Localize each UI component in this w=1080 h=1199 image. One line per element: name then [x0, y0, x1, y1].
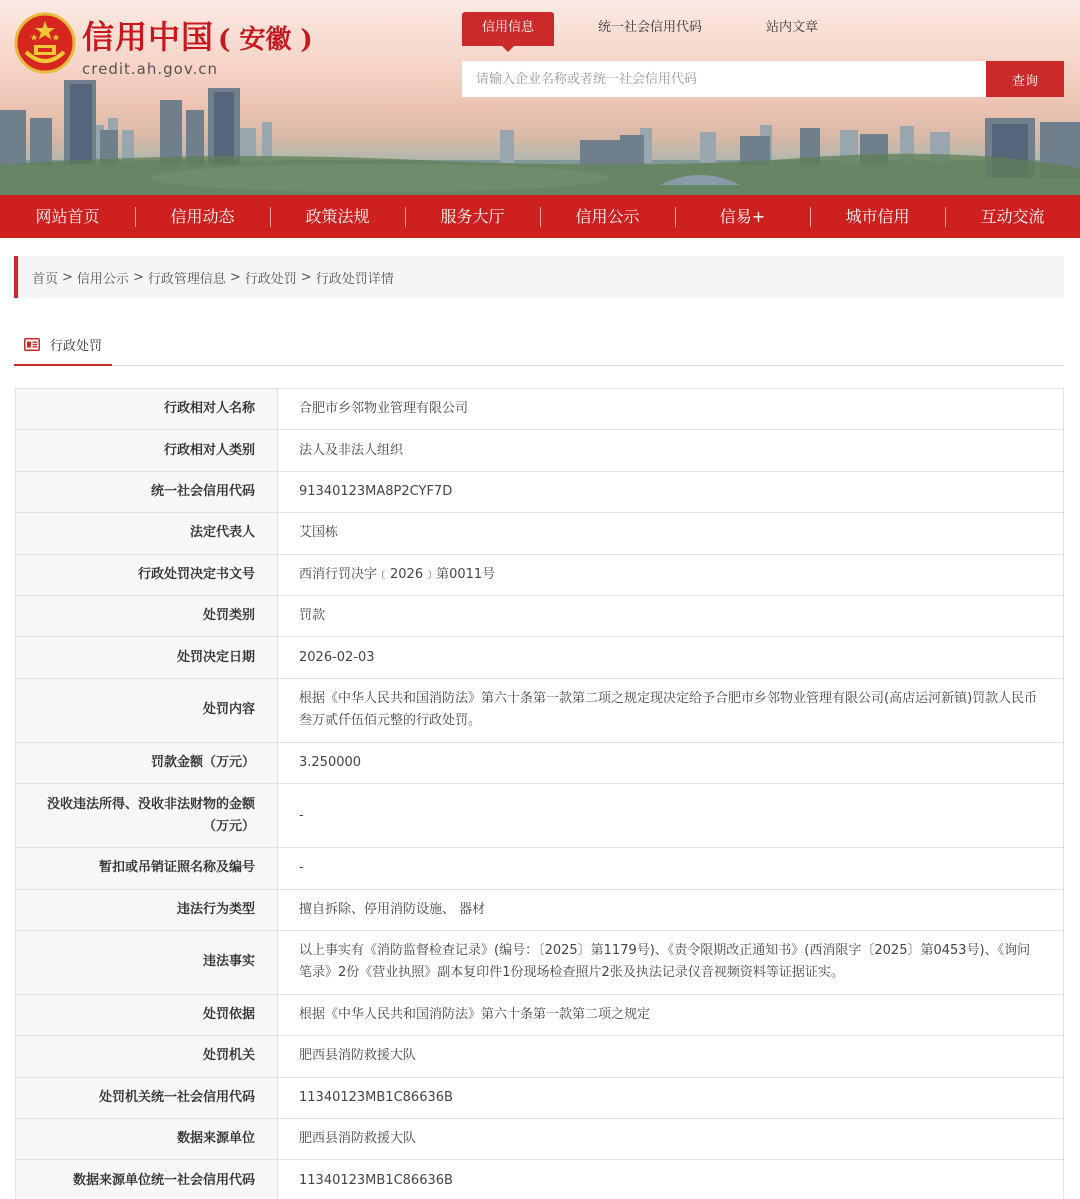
main-nav [0, 195, 1080, 238]
table-row [16, 513, 1064, 554]
table-row [16, 848, 1064, 889]
row-label: 法定代表人 [16, 513, 278, 554]
row-value: 3.250000 [278, 742, 1064, 783]
nav-item-service-hall[interactable]: 服务大厅 [405, 195, 540, 238]
nav-item-policies[interactable]: 政策法规 [270, 195, 405, 238]
table-row [16, 471, 1064, 512]
row-value: 根据《中华人民共和国消防法》第六十条第一款第二项之规定 [278, 994, 1064, 1035]
table-row [16, 930, 1064, 994]
search-bar [462, 61, 1064, 97]
search-tabs [462, 12, 862, 46]
section-title: 行政处罚 [50, 338, 103, 354]
nav-item-interaction[interactable]: 互动交流 [945, 195, 1080, 238]
row-value: 合肥市乡邻物业管理有限公司 [278, 389, 1064, 430]
row-value: - [278, 848, 1064, 889]
row-value: 艾国栋 [278, 513, 1064, 554]
row-label: 处罚机关统一社会信用代码 [16, 1077, 278, 1118]
search-tab-credit-info[interactable]: 信用信息 [462, 12, 554, 46]
nav-item-xinyi-plus[interactable]: 信易+ [675, 195, 810, 238]
table-row [16, 994, 1064, 1035]
table-row [16, 554, 1064, 595]
table-row [16, 742, 1064, 783]
table-row [16, 1036, 1064, 1077]
penalty-detail-table [15, 388, 1064, 1199]
row-value: 罚款 [278, 595, 1064, 636]
row-value: 根据《中华人民共和国消防法》第六十条第一款第二项之规定现决定给予合肥市乡邻物业管理有限公司(高店运河新镇)罚款人民币叁万贰仟伍佰元整的行政处罚。 [278, 678, 1064, 742]
row-label: 数据来源单位统一社会信用代码 [16, 1160, 278, 1199]
row-label: 数据来源单位 [16, 1119, 278, 1160]
table-row [16, 784, 1064, 848]
national-emblem-icon [14, 12, 76, 74]
row-value: 11340123MB1C86636B [278, 1077, 1064, 1118]
breadcrumb-separator: > [132, 269, 144, 285]
row-label: 行政处罚决定书文号 [16, 554, 278, 595]
search-input[interactable] [462, 61, 986, 97]
search-tab-credit-code[interactable]: 统一社会信用代码 [598, 20, 703, 35]
row-value: 擅自拆除、停用消防设施、 器材 [278, 889, 1064, 930]
breadcrumb-admin-penalty[interactable]: 行政处罚 [244, 271, 297, 287]
row-label: 行政相对人名称 [16, 389, 278, 430]
row-value: 91340123MA8P2CYF7D [278, 471, 1064, 512]
site-name: 信用中国 [82, 18, 215, 56]
nav-item-home[interactable]: 网站首页 [35, 207, 100, 226]
row-label: 行政相对人类别 [16, 430, 278, 471]
row-value: 法人及非法人组织 [278, 430, 1064, 471]
row-label: 处罚类别 [16, 595, 278, 636]
site-logo[interactable] [14, 12, 313, 78]
table-row [16, 637, 1064, 678]
row-value: 11340123MB1C86636B [278, 1160, 1064, 1199]
row-value: 以上事实有《消防监督检查记录》(编号：〔2025〕第1179号)、《责令限期改正通知书》(西消限字〔2025〕第0453号)、《询问笔录》2份《营业执照》副本复印件1份现场检查照片2张及执法记录仪音视频资料等证据证实。 [278, 930, 1064, 994]
table-row [16, 1160, 1064, 1199]
row-label: 统一社会信用代码 [16, 471, 278, 512]
nav-item-city-credit[interactable]: 城市信用 [810, 195, 945, 238]
table-row [16, 389, 1064, 430]
row-label: 处罚机关 [16, 1036, 278, 1077]
row-value: 西消行罚决字﹝2026﹞第0011号 [278, 554, 1064, 595]
row-label: 处罚内容 [16, 678, 278, 742]
row-label: 违法行为类型 [16, 889, 278, 930]
breadcrumb-home[interactable]: 首页 [32, 271, 59, 287]
row-value: - [278, 784, 1064, 848]
breadcrumb-current: 行政处罚详情 [315, 271, 394, 287]
table-row [16, 1119, 1064, 1160]
site-region: ( 安徽 ) [218, 25, 313, 55]
row-label: 罚款金额（万元） [16, 742, 278, 783]
row-label: 处罚决定日期 [16, 637, 278, 678]
site-header [0, 0, 1080, 195]
breadcrumb [14, 256, 1064, 298]
breadcrumb-separator: > [62, 269, 73, 285]
breadcrumb-admin-info[interactable]: 行政管理信息 [147, 271, 226, 287]
row-value: 肥西县消防救援大队 [278, 1036, 1064, 1077]
search-button[interactable]: 查询 [986, 61, 1064, 97]
breadcrumb-separator: > [300, 269, 312, 285]
table-row [16, 1077, 1064, 1118]
row-label: 违法事实 [16, 930, 278, 994]
section-title-tab [14, 324, 112, 366]
section-header [14, 324, 1064, 366]
table-row [16, 678, 1064, 742]
row-value: 2026-02-03 [278, 637, 1064, 678]
site-url: credit.ah.gov.cn [82, 60, 219, 78]
table-row [16, 595, 1064, 636]
breadcrumb-credit-disclosure[interactable]: 信用公示 [76, 271, 129, 287]
row-label: 暂扣或吊销证照名称及编号 [16, 848, 278, 889]
row-label: 没收违法所得、没收非法财物的金额（万元） [16, 784, 278, 848]
nav-item-credit-disclosure[interactable]: 信用公示 [540, 195, 675, 238]
row-label: 处罚依据 [16, 994, 278, 1035]
nav-item-credit-news[interactable]: 信用动态 [135, 195, 270, 238]
table-row [16, 430, 1064, 471]
row-value: 肥西县消防救援大队 [278, 1119, 1064, 1160]
search-tab-site-articles[interactable]: 站内文章 [766, 20, 819, 35]
table-row [16, 889, 1064, 930]
breadcrumb-separator: > [229, 269, 241, 285]
list-card-icon [24, 338, 40, 351]
